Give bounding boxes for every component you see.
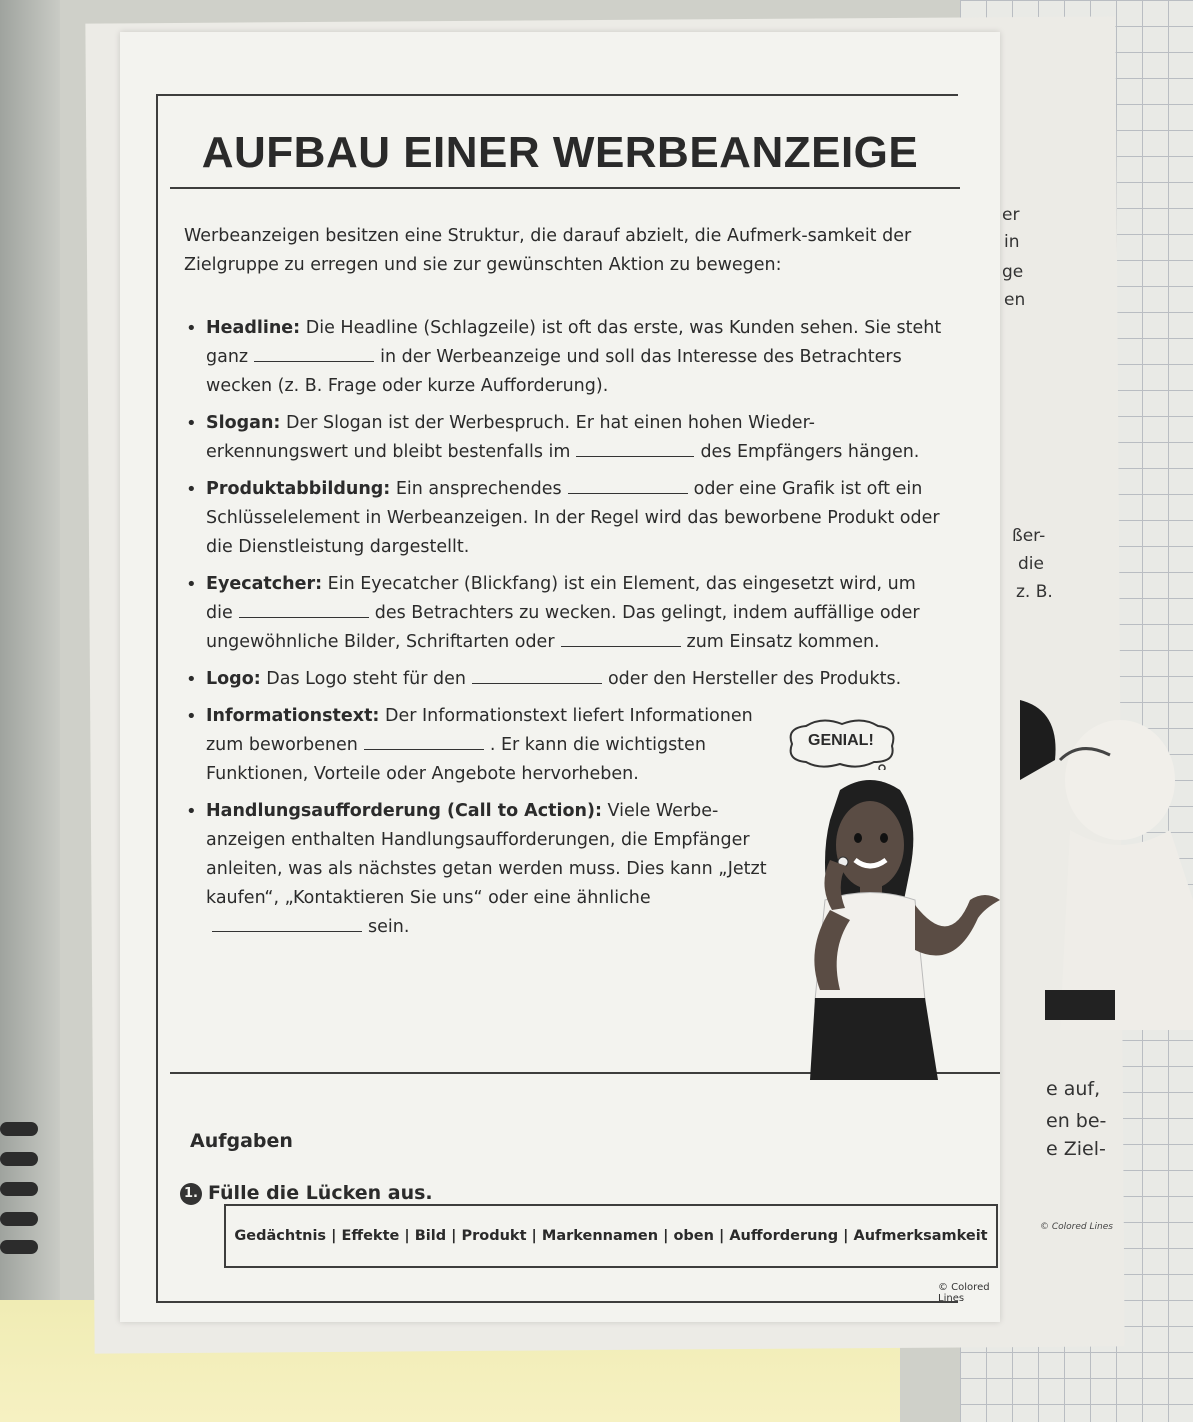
gap-blank[interactable] [472,667,602,684]
item-text: oder den Hersteller des Produkts. [607,669,902,689]
binder-ring [0,1152,38,1166]
item-text: Ein Eyecatcher (Blickfang) ist ein Element, das eingesetzt wird, um die [206,574,916,623]
intro-text: Werbeanzeigen besitzen eine Struktur, die darauf abzielt, die Aufmerk-samkeit der Zielgruppe zu erregen und sie zur gewünschten Aktion zu bewegen: [184,226,912,275]
term-label: Logo: [206,669,261,689]
item-text: des Betrachters zu wecken. Das gelingt, indem auffällige oder ungewöhnliche Bilder, Schriftarten oder [206,603,920,652]
task-1 [180,1182,433,1205]
back-sheet-fragment: e Ziel- [1046,1138,1106,1160]
task-text: Fülle die Lücken aus. [208,1182,433,1204]
term-label: Headline: [206,318,301,338]
list-item [206,665,946,694]
gap-blank[interactable] [364,733,484,750]
binder-ring [0,1182,38,1196]
list-item [206,797,786,942]
back-sheet-fragment: e auf, [1046,1078,1101,1100]
copyright: © Colored Lines [938,1282,990,1304]
list-item [206,475,946,562]
list-item [206,570,946,657]
back-sheet-fragment: ge [1002,262,1024,282]
item-text: in der Werbeanzeige und soll das Interesse des Betrachters wecken (z. B. Frage oder kurze Aufforderung). [206,347,902,396]
speech-bubble-text: GENIAL! [808,732,874,749]
term-label: Informationstext: [206,706,380,726]
gap-blank[interactable] [568,477,688,494]
term-label: Slogan: [206,413,281,433]
title-divider [170,187,960,189]
item-text: Der Informationstext liefert Informationen zum beworbenen [206,706,753,755]
back-sheet-fragment: ßer- [1012,526,1046,546]
term-label: Produktabbildung: [206,479,391,499]
item-text: Der Slogan ist der Werbespruch. Er hat einen hohen Wieder-erkennungswert und bleibt bestenfalls im [206,413,815,462]
back-sheet-fragment: die [1018,554,1044,574]
woman-illustration [700,750,1020,1090]
item-text: sein. [368,917,410,937]
worksheet-page [120,32,1000,1322]
gap-blank[interactable] [212,915,362,932]
item-text: Ein ansprechendes [390,479,562,499]
back-sheet-fragment: en be- [1046,1110,1107,1132]
item-text: . Er kann die wichtigsten Funktionen, Vorteile oder Angebote hervorheben. [206,735,706,784]
binder-ring [0,1122,38,1136]
word-bank-box [224,1204,998,1268]
list-item [206,702,766,789]
item-text: zum Einsatz kommen. [686,632,880,652]
term-label: Eyecatcher: [206,574,323,594]
word-bank: Gedächtnis | Effekte | Bild | Produkt | Markennamen | oben | Aufforderung | Aufmerksamkeit [234,1228,988,1244]
page-title: AUFBAU EINER WERBEANZEIGE [201,128,919,177]
back-sheet-fragment: er [1002,205,1020,225]
back-sheet-fragment: z. B. [1016,582,1053,602]
item-text: des Empfängers hängen. [700,442,920,462]
binder-ring [0,1240,38,1254]
item-text: Viele Werbe-anzeigen enthalten Handlungsaufforderungen, die Empfänger anleiten, was als nächstes getan werden muss. Dies kann „Jetzt kaufen“, „Kontaktieren Sie uns“ oder eine ähnliche [206,801,767,908]
binder-ring [0,1212,38,1226]
item-text: Das Logo steht für den [260,669,466,689]
term-label: Handlungsaufforderung (Call to Action): [206,801,602,821]
binder-edge [0,0,60,1422]
gap-blank[interactable] [561,630,681,647]
back-sheet-fragment: in [1004,232,1020,252]
person-illustration-partial [1000,700,1193,1030]
gap-blank[interactable] [576,440,694,457]
back-sheet-fragment: en [1004,290,1026,310]
task-number: 1. [180,1183,202,1205]
item-text: Die Headline (Schlagzeile) ist oft das erste, was Kunden sehen. Sie steht ganz [206,318,942,367]
gap-blank[interactable] [239,601,369,618]
list-item [206,314,946,401]
copyright-back: © Colored Lines [1040,1222,1113,1232]
aufgaben-heading: Aufgaben [190,1130,293,1152]
list-item [206,409,946,467]
gap-blank[interactable] [254,345,374,362]
item-text: oder eine Grafik ist oft ein Schlüsselelement in Werbeanzeigen. In der Regel wird das beworbene Produkt oder die Dienstleistung dargestellt. [206,479,940,557]
